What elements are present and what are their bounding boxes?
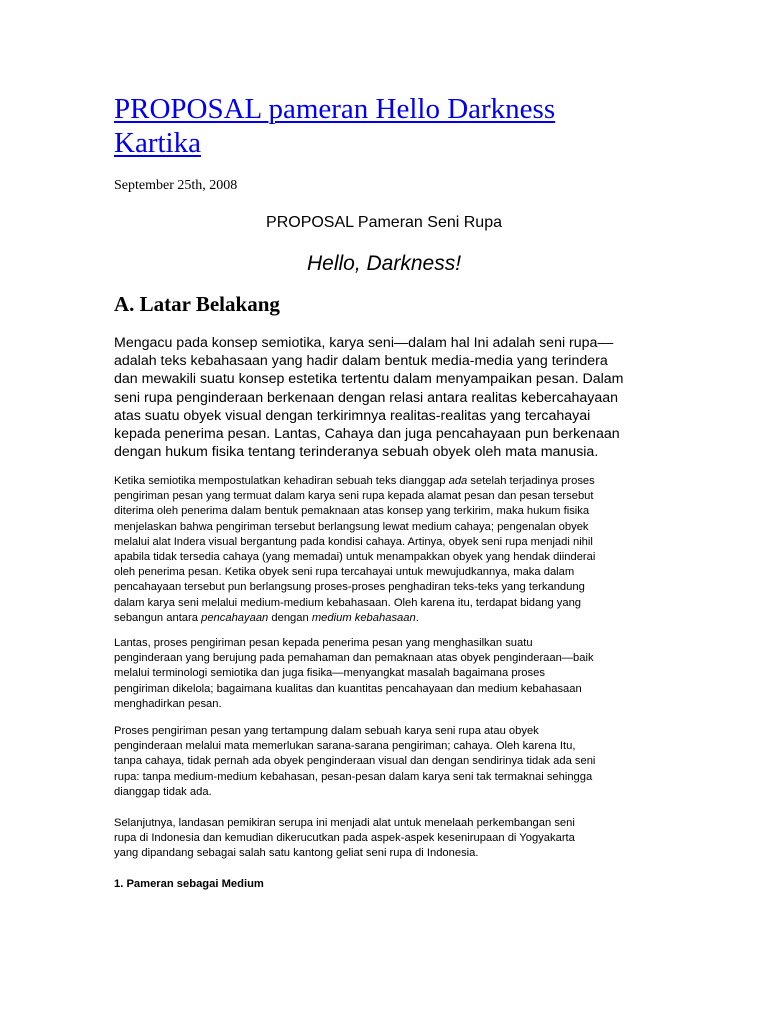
lead-line: adalah teks kebahasaan yang hadir dalam bentuk media-media yang terindera [114,353,608,370]
body-paragraph-3 [114,724,674,800]
lead-line: seni rupa penginderaan berkenaan dengan relasi antara realitas kebercahayaan [114,389,619,406]
post-title-line-2[interactable]: Kartika [114,127,201,159]
body-text: dengan [268,611,312,624]
body-line: Selanjutnya, landasan pemikiran serupa ini menjadi alat untuk menelaah perkembangan seni [114,817,575,829]
body-line: menjelaskan bahwa pengiriman tersebut berlangsung lewat medium cahaya; pengenalan obyek [114,520,589,533]
body-line: Proses pengiriman pesan yang tertampung dalam sebuah karya seni rupa atau obyek [114,725,539,737]
body-line: penginderaan yang berujung pada pemahaman dan pemaknaan atas obyek penginderaan—baik [114,652,594,665]
body-line [114,611,674,626]
lead-line: atas suatu obyek visual dengan terkirimnya realitas-realitas yang tercahayai [114,407,591,424]
body-line: apabila tidak tersedia cahaya (yang memadai) untuk menampakkan obyek yang hendak diinderai [114,551,596,564]
body-text: . [415,611,419,624]
lead-line: kepada penerima pesan. Lantas, Cahaya dan juga pencahayaan pun berkenaan [114,426,620,443]
body-paragraph-1 [114,474,674,626]
body-text: setelah terjadinya proses [467,475,595,487]
body-line: pengiriman pesan yang termuat dalam karya seni rupa kepada alamat pesan dan pesan tersebut [114,490,594,503]
body-line: penginderaan melalui mata memerlukan sarana-sarana pengiriman; cahaya. Oleh karena Itu, [114,740,576,753]
proposal-subtitle: PROPOSAL Pameran Seni Rupa [266,214,502,231]
body-paragraph-4 [114,816,674,862]
post-title-line-1[interactable]: PROPOSAL pameran Hello Darkness [114,93,556,125]
body-line: dianggap tidak ada. [114,785,212,798]
body-line: menghadirkan pesan. [114,697,222,710]
body-line: melalui alat Indera visual bergantung pada kondisi cahaya. Artinya, obyek seni rupa menjadi nihil [114,535,593,548]
body-line: rupa: tanpa medium-medium kebahasan, pesan-pesan dalam karya seni tak termaknai sehingga [114,770,593,783]
body-paragraph-2 [114,636,674,712]
body-line: tanpa cahaya, tidak pernah ada obyek penginderaan visual dan dengan sendirinya tidak ada seni [114,755,596,768]
body-text: Ketika semiotika mempostulatkan kehadiran sebuah teks dianggap [114,475,449,487]
body-line: yang dipandang sebagai salah satu kantong geliat seni rupa di Indonesia. [114,847,479,860]
post-date: September 25th, 2008 [114,178,238,193]
section-heading: A. Latar Belakang [114,292,280,316]
body-line: oleh penerima pesan. Ketika obyek seni rupa tercahayai untuk mewujudkannya, maka dalam [114,566,575,579]
body-line: diterima oleh penerima dalam bentuk pemaknaan atas konsep yang terkirim, maka hukum fisika [114,505,590,518]
post-title-link[interactable] [114,92,674,160]
body-line: pengiriman dikelola; bagaimana kualitas dan kuantitas pencahayaan dan medium kebahasaan [114,682,582,695]
lead-line: dengan hukum fisika tentang terinderanya sebuah obyek oleh mata manusia. [114,444,599,461]
exhibition-title: Hello, Darkness! [306,252,462,275]
emphasis-ada: ada [448,475,468,487]
lead-line: dan mewakili suatu konsep estetika tertentu dalam menyampaikan pesan. Dalam [114,371,624,388]
body-line: Lantas, proses pengiriman pesan kepada penerima pesan yang menghasilkan suatu [114,637,533,649]
subsection-heading: 1. Pameran sebagai Medium [114,878,264,890]
lead-paragraph [114,334,674,461]
body-line: rupa di Indonesia dan kemudian dikerucutkan pada aspek-aspek kesenirupaan di Yogyakarta [114,832,575,845]
emphasis-medium-kebahasaan: medium kebahasaan [311,611,416,624]
emphasis-pencahayaan: pencahayaan [201,611,269,624]
body-line [114,474,674,489]
lead-line: Mengacu pada konsep semiotika, karya seni—dalam hal Ini adalah seni rupa–– [114,335,614,351]
body-text: sebangun antara [114,611,202,624]
body-line: melalui terminologi semiotika dan juga fisika—menyangkat masalah bagaimana proses [114,667,545,680]
body-line: dalam karya seni melalui medium-medium kebahasaan. Oleh karena itu, terdapat bidang yang [114,596,582,609]
body-line: pencahayaan tersebut pun berlangsung proses-proses penghadiran teks-teks yang terkandung [114,581,585,594]
